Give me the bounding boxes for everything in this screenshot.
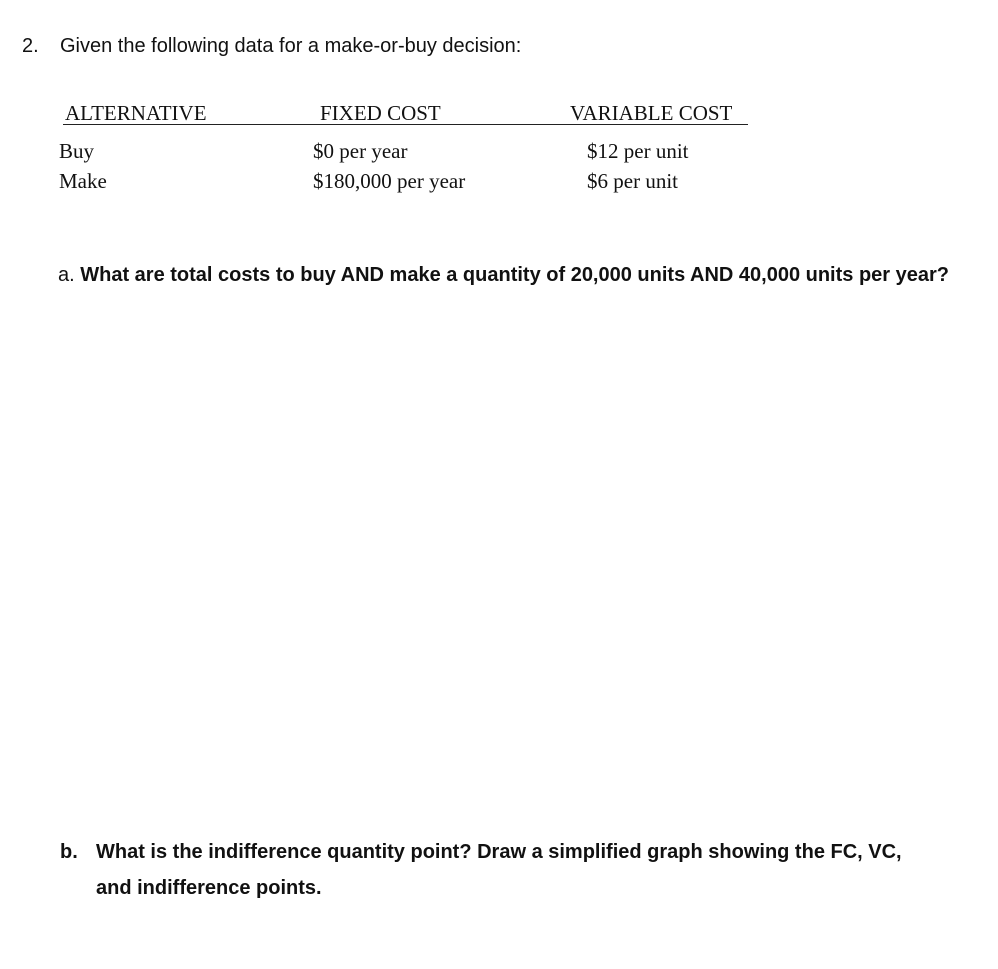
row-buy-alternative: Buy [59, 139, 95, 163]
part-a-question: What are total costs to buy AND make a quantity of 20,000 units AND 40,000 units per year? [80, 264, 949, 286]
header-fixed-cost: FIXED COST [320, 101, 441, 125]
header-underline [63, 124, 748, 125]
question-intro: Given the following data for a make-or-buy decision: [60, 35, 522, 57]
cost-table [58, 100, 748, 200]
part-b-question: What is the indifference quantity point? Draw a simplified graph showing the FC, VC, and indifference points. [96, 841, 902, 899]
part-a [58, 262, 949, 288]
row-make-alternative: Make [59, 169, 107, 193]
row-buy-variable-cost: $12 per unit [587, 139, 689, 163]
row-make-variable-cost: $6 per unit [587, 169, 678, 193]
part-a-label: a. [58, 264, 75, 286]
question-number: 2. [22, 35, 39, 57]
part-b-label: b. [60, 841, 78, 863]
row-make-fixed-cost: $180,000 per year [313, 169, 466, 193]
row-buy-fixed-cost: $0 per year [313, 139, 408, 163]
header-variable-cost: VARIABLE COST [570, 101, 733, 125]
part-b [60, 834, 940, 906]
header-alternative: ALTERNATIVE [65, 101, 207, 125]
